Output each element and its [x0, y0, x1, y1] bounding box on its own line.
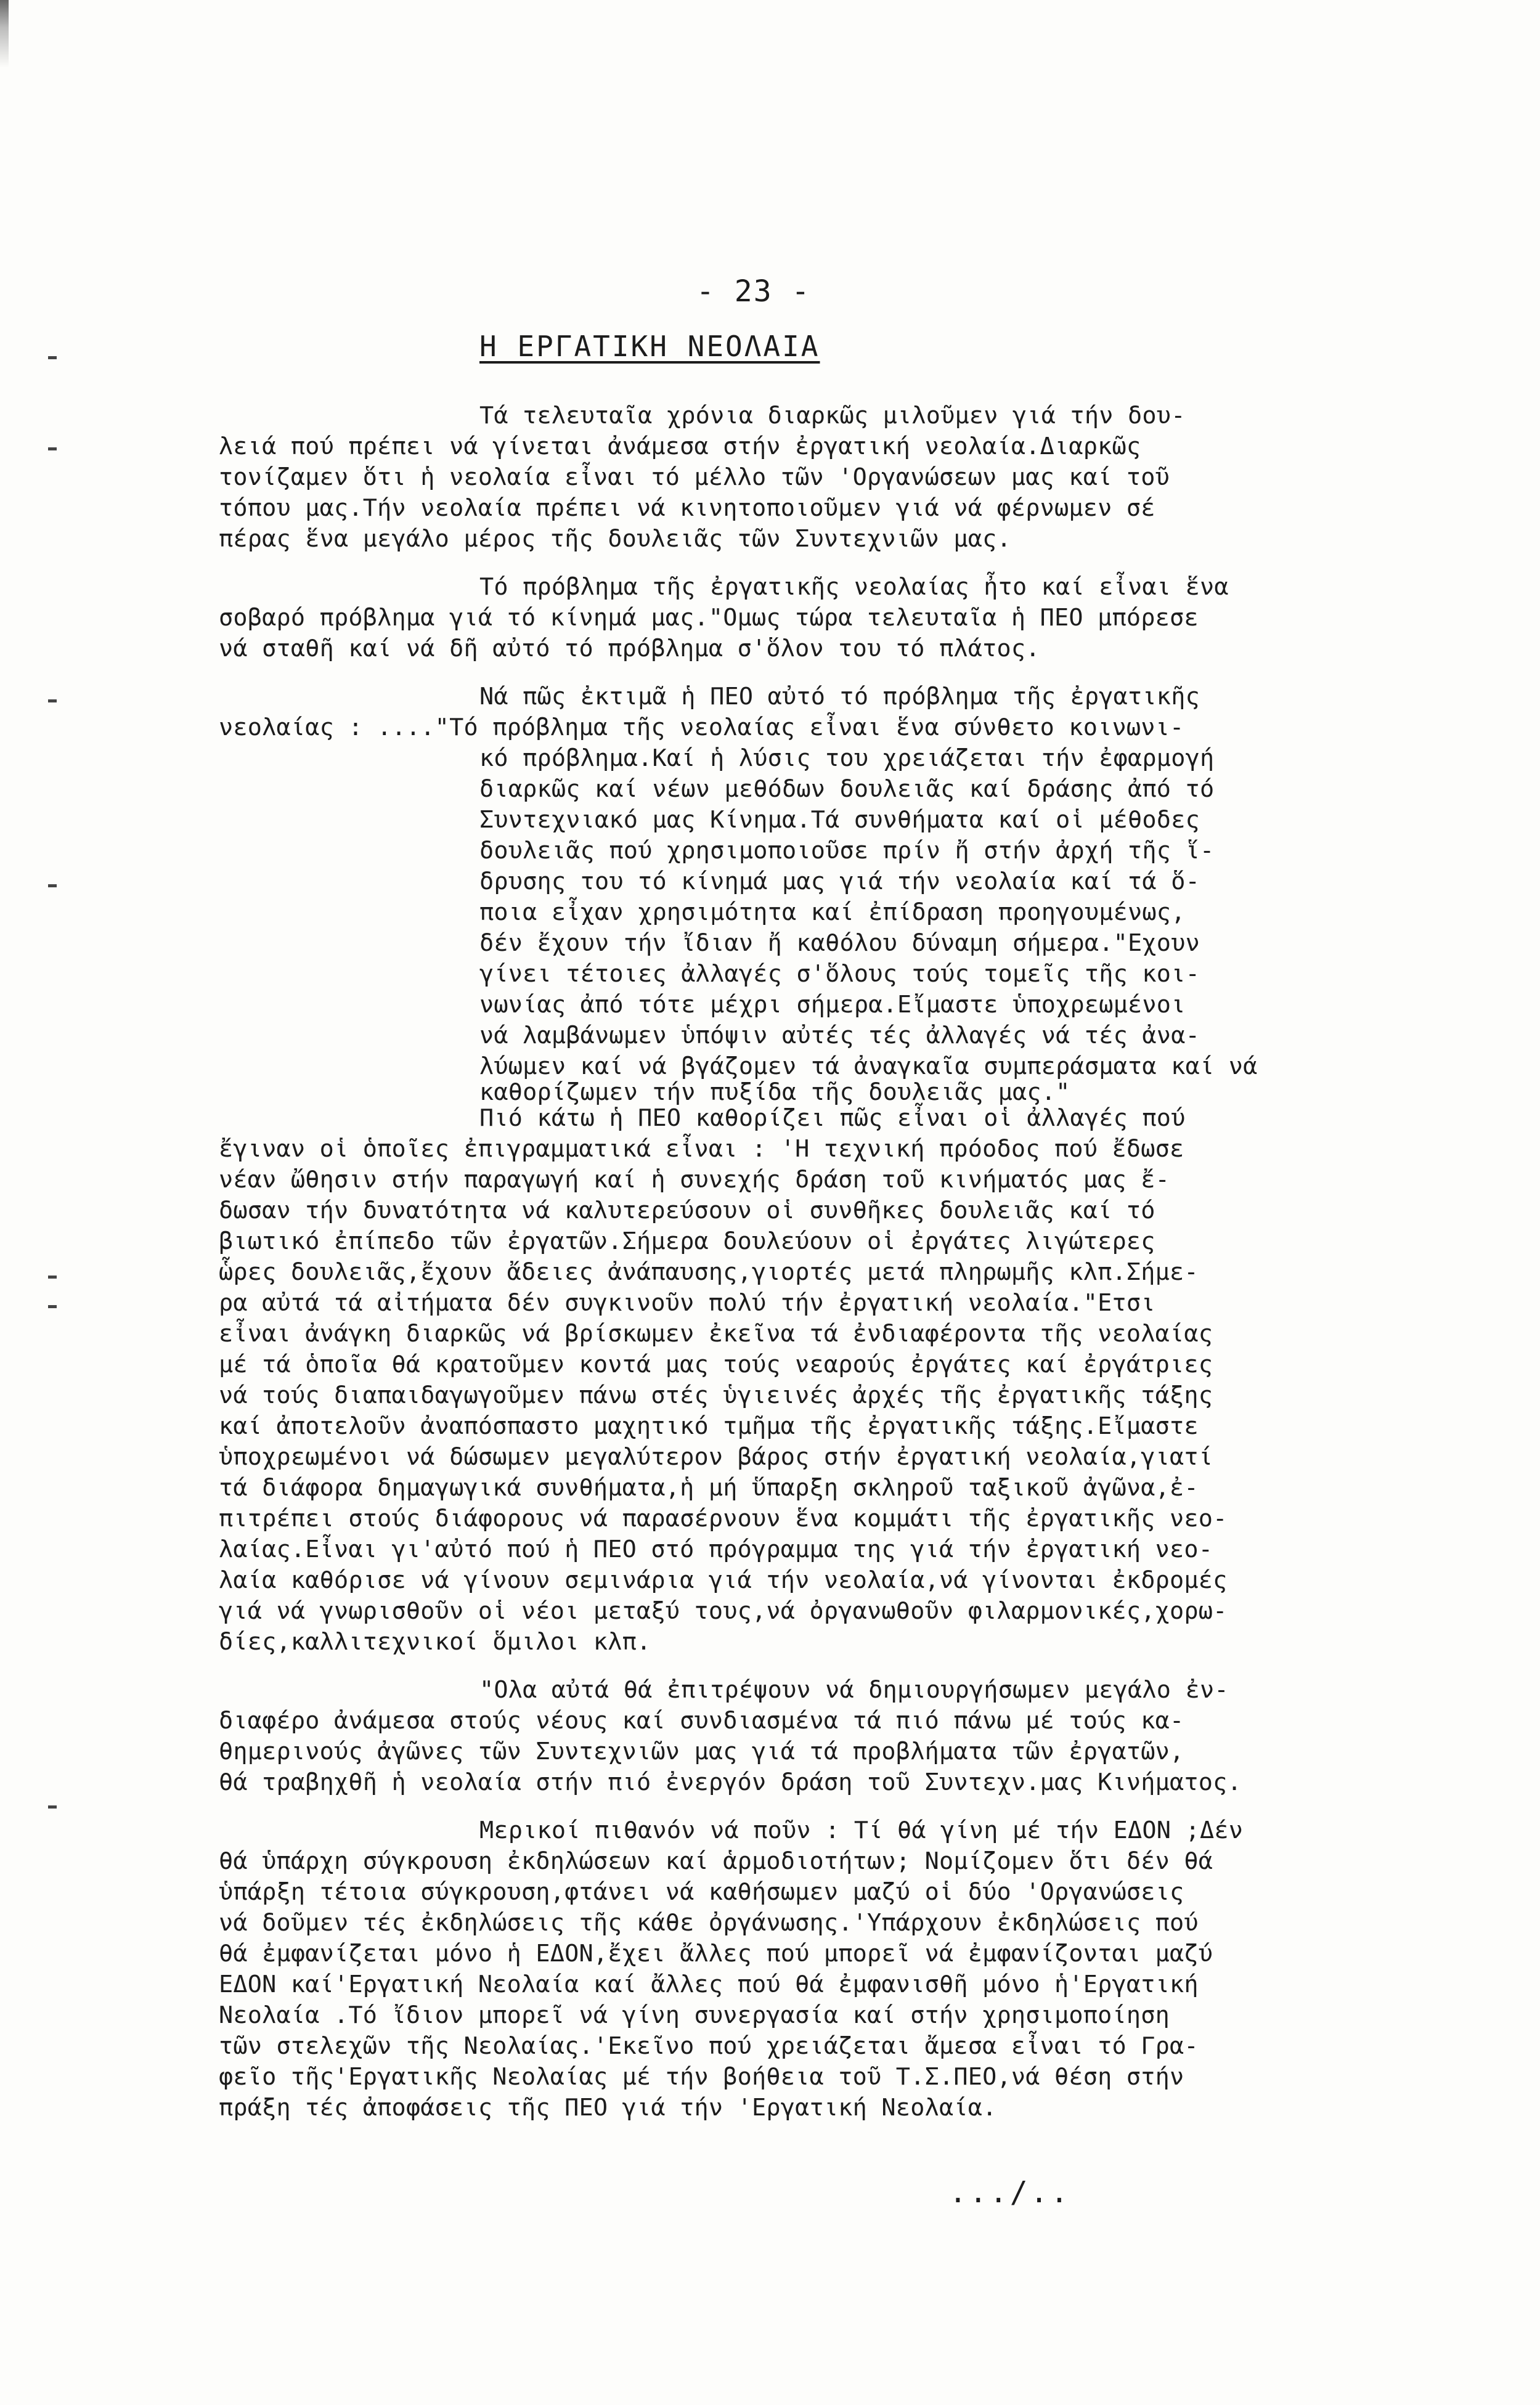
text-line: κό πρόβλημα.Καί ἡ λύσις του χρειάζεται τήν ἐφαρμογή: [479, 744, 1215, 772]
text-line: νά τούς διαπαιδαγωγοῦμεν πάνω στές ὑγιεινές ἀρχές τῆς ἐργατικῆς τάξης: [219, 1382, 1213, 1409]
text-line: μέ τά ὁποῖα θά κρατοῦμεν κοντά μας τούς νεαρούς ἐργάτες καί ἐργάτριες: [219, 1351, 1213, 1378]
text-line: πράξη τές ἀποφάσεις τῆς ΠΕΟ γιά τήν 'Εργατική Νεολαία.: [219, 2094, 997, 2122]
text-line: νωνίας ἀπό τότε μέχρι σήμερα.Εἴμαστε ὑποχρεωμένοι: [479, 991, 1186, 1019]
continuation-mark: .../..: [949, 2175, 1071, 2210]
text-line: γίνει τέτοιες ἀλλαγές σ'ὅλους τούς τομεῖς τῆς κοι-: [479, 960, 1200, 988]
text-line: νά λαμβάνωμεν ὑπόψιν αὐτές τές ἀλλαγές νά τές ἀνα-: [479, 1022, 1200, 1049]
margin-mark: [48, 699, 57, 702]
text-line: δέν ἔχουν τήν ἴδιαν ἤ καθόλου δύναμη σήμερα."Εχουν: [479, 929, 1200, 957]
text-line: πιτρέπει στούς διάφορους νά παρασέρνουν ἕνα κομμάτι τῆς ἐργατικῆς νεο-: [219, 1505, 1228, 1532]
text-line: φεῖο τῆς'Εργατικῆς Νεολαίας μέ τήν βοήθεια τοῦ Τ.Σ.ΠΕΟ,νά θέση στήν: [219, 2063, 1184, 2091]
scan-edge-mark: [0, 0, 9, 68]
text-line: δουλειᾶς πού χρησιμοποιοῦσε πρίν ἤ στήν ἀρχή τῆς ἵ-: [479, 837, 1215, 865]
margin-mark: [48, 1305, 57, 1308]
text-line: δρυσης του τό κίνημά μας γιά τήν νεολαία καί τά ὅ-: [479, 868, 1200, 895]
text-line: τά διάφορα δημαγωγικά συνθήματα,ἡ μή ὕπαρξη σκληροῦ ταξικοῦ ἀγῶνα,ἐ-: [219, 1474, 1199, 1502]
text-line: ΕΔΟΝ καί'Εργατική Νεολαία καί ἄλλες πού θά ἐμφανισθῆ μόνο ἡ'Εργατική: [219, 1971, 1199, 1998]
text-line: λύωμεν καί νά βγάζομεν τά ἀναγκαῖα συμπεράσματα καί νά: [479, 1052, 1258, 1080]
text-line: τῶν στελεχῶν τῆς Νεολαίας.'Εκεῖνο πού χρειάζεται ἄμεσα εἶναι τό Γρα-: [219, 2032, 1199, 2060]
document-title: Η ΕΡΓΑΤΙΚΗ ΝΕΟΛΑΙΑ: [479, 330, 820, 363]
text-line: Τά τελευταῖα χρόνια διαρκῶς μιλοῦμεν γιά τήν δου-: [479, 402, 1186, 429]
text-line: θημερινούς ἀγῶνες τῶν Συντεχνιῶν μας γιά τά προβλήματα τῶν ἐργατῶν,: [219, 1738, 1184, 1765]
text-line: γιά νά γνωρισθοῦν οἱ νέοι μεταξύ τους,νά ὀργανωθοῦν φιλαρμονικές,χορω-: [219, 1597, 1228, 1625]
text-line: νά σταθῆ καί νά δῆ αὐτό τό πρόβλημα σ'ὅλον του τό πλάτος.: [219, 635, 1040, 662]
text-line: τόπου μας.Τήν νεολαία πρέπει νά κινητοποιοῦμεν γιά νά φέρνωμεν σέ: [219, 494, 1155, 522]
margin-mark: [48, 356, 57, 359]
page-number: - 23 -: [696, 274, 811, 309]
text-line: "Ολα αὐτά θά ἐπιτρέψουν νά δημιουργήσωμεν μεγάλο ἐν-: [479, 1676, 1229, 1704]
text-line: Νεολαία .Τό ἴδιον μπορεῖ νά γίνη συνεργασία καί στήν χρησιμοποίηση: [219, 2001, 1170, 2029]
text-line: θά ὑπάρχη σύγκρουση ἐκδηλώσεων καί ἁρμοδιοτήτων; Νομίζομεν ὅτι δέν θά: [219, 1847, 1213, 1875]
text-line: διαρκῶς καί νέων μεθόδων δουλειᾶς καί δράσης ἀπό τό: [479, 775, 1215, 803]
text-line: διαφέρο ἀνάμεσα στούς νέους καί συνδιασμένα τά πιό πάνω μέ τούς κα-: [219, 1707, 1184, 1735]
text-line: δίες,καλλιτεχνικοί ὅμιλοι κλπ.: [219, 1628, 651, 1656]
text-line: νεολαίας : ...."Τό πρόβλημα τῆς νεολαίας εἶναι ἕνα σύνθετο κοινωνι-: [219, 714, 1184, 741]
text-line: Τό πρόβλημα τῆς ἐργατικῆς νεολαίας ἦτο καί εἶναι ἕνα: [479, 573, 1229, 601]
text-line: λαίας.Εἶναι γι'αὐτό πού ἡ ΠΕΟ στό πρόγραμμα της γιά τήν ἐργατική νεο-: [219, 1536, 1213, 1563]
text-line: καθορίζωμεν τήν πυξίδα τῆς δουλειᾶς μας.": [479, 1078, 1070, 1106]
text-line: λειά πού πρέπει νά γίνεται ἀνάμεσα στήν ἐργατική νεολαία.Διαρκῶς: [219, 433, 1141, 460]
margin-mark: [48, 1805, 57, 1809]
text-line: εἶναι ἀνάγκη διαρκῶς νά βρίσκωμεν ἐκεῖνα τά ἐνδιαφέροντα τῆς νεολαίας: [219, 1320, 1213, 1348]
text-line: ὑπάρξη τέτοια σύγκρουση,φτάνει νά καθήσωμεν μαζύ οἱ δύο 'Οργανώσεις: [219, 1878, 1184, 1906]
text-line: τονίζαμεν ὅτι ἡ νεολαία εἶναι τό μέλλο τῶν 'Οργανώσεων μας καί τοῦ: [219, 463, 1170, 491]
text-line: ρα αὐτά τά αἰτήματα δέν συγκινοῦν πολύ τήν ἐργατική νεολαία."Ετσι: [219, 1289, 1155, 1317]
text-line: δωσαν τήν δυνατότητα νά καλυτερεύσουν οἱ συνθῆκες δουλειᾶς καί τό: [219, 1197, 1155, 1224]
margin-mark: [48, 447, 57, 450]
text-line: ἔγιναν οἱ ὁποῖες ἐπιγραμματικά εἶναι : 'Η τεχνική πρόοδος πού ἔδωσε: [219, 1135, 1184, 1163]
text-line: νά δοῦμεν τές ἐκδηλώσεις τῆς κάθε ὀργάνωσης.'Υπάρχουν ἐκδηλώσεις πού: [219, 1909, 1199, 1937]
text-line: σοβαρό πρόβλημα γιά τό κίνημά μας."Ομως τώρα τελευταῖα ἡ ΠΕΟ μπόρεσε: [219, 604, 1199, 632]
text-line: πέρας ἕνα μεγάλο μέρος τῆς δουλειᾶς τῶν Συντεχνιῶν μας.: [219, 525, 1011, 553]
text-line: θά ἐμφανίζεται μόνο ἡ ΕΔΟΝ,ἔχει ἄλλες πού μπορεῖ νά ἐμφανίζονται μαζύ: [219, 1940, 1213, 1968]
text-line: νέαν ὤθησιν στήν παραγωγή καί ἡ συνεχής δράση τοῦ κινήματός μας ἔ-: [219, 1166, 1170, 1194]
text-line: Πιό κάτω ἡ ΠΕΟ καθορίζει πῶς εἶναι οἱ ἀλλαγές πού: [479, 1104, 1186, 1132]
text-line: λαία καθόρισε νά γίνουν σεμινάρια γιά τήν νεολαία,νά γίνονται ἐκδρομές: [219, 1566, 1228, 1594]
text-line: ὧρες δουλειᾶς,ἔχουν ἄδειες ἀνάπαυσης,γιορτές μετά πληρωμῆς κλπ.Σήμε-: [219, 1258, 1199, 1286]
text-line: ποια εἶχαν χρησιμότητα καί ἐπίδραση προηγουμένως,: [479, 898, 1186, 926]
text-line: θά τραβηχθῆ ἡ νεολαία στήν πιό ἐνεργόν δράση τοῦ Συντεχν.μας Κινήματος.: [219, 1768, 1242, 1796]
text-line: βιωτικό ἐπίπεδο τῶν ἐργατῶν.Σήμερα δουλεύουν οἱ ἐργάτες λιγώτερες: [219, 1227, 1155, 1255]
margin-mark: [48, 884, 57, 887]
text-line: ὑποχρεωμένοι νά δώσωμεν μεγαλύτερον βάρος στήν ἐργατική νεολαία,γιατί: [219, 1443, 1213, 1471]
text-line: καί ἀποτελοῦν ἀναπόσπαστο μαχητικό τμῆμα τῆς ἐργατικῆς τάξης.Εἴμαστε: [219, 1412, 1199, 1440]
text-line: Μερικοί πιθανόν νά ποῦν : Τί θά γίνη μέ τήν ΕΔΟΝ ;Δέν: [479, 1817, 1244, 1844]
text-line: Νά πῶς ἐκτιμᾶ ἡ ΠΕΟ αὐτό τό πρόβλημα τῆς ἐργατικῆς: [479, 683, 1200, 710]
margin-mark: [48, 1276, 57, 1279]
text-line: Συντεχνιακό μας Κίνημα.Τά συνθήματα καί οἱ μέθοδες: [479, 806, 1200, 834]
